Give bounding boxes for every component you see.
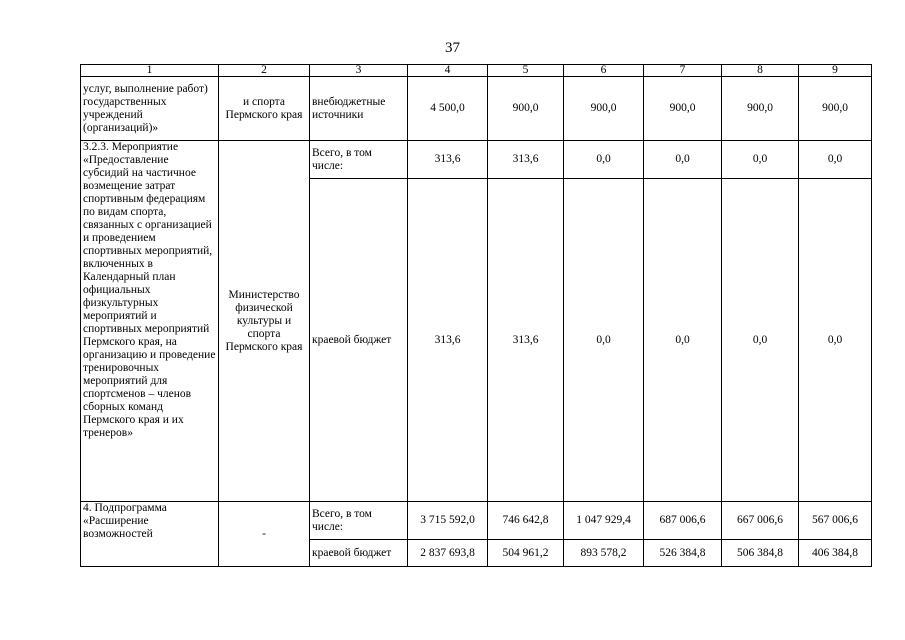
header-cell: 2 (219, 65, 310, 77)
header-cell: 7 (644, 65, 722, 77)
value-cell: 900,0 (722, 77, 799, 141)
value-cell: 667 006,6 (722, 502, 799, 540)
value-cell: 406 384,8 (799, 540, 872, 567)
value-cell: 567 006,6 (799, 502, 872, 540)
value-cell: 1 047 929,4 (564, 502, 644, 540)
value-cell: 0,0 (799, 141, 872, 179)
value-cell: 687 006,6 (644, 502, 722, 540)
value-cell: 526 384,8 (644, 540, 722, 567)
value-cell: 900,0 (488, 77, 564, 141)
value-cell: 900,0 (564, 77, 644, 141)
value-cell: 0,0 (722, 179, 799, 502)
header-cell: 1 (81, 65, 219, 77)
table-row (81, 141, 872, 179)
source-cell: краевой бюджет (310, 540, 408, 567)
value-cell: 506 384,8 (722, 540, 799, 567)
header-cell: 9 (799, 65, 872, 77)
header-row (81, 65, 872, 77)
value-cell: 900,0 (644, 77, 722, 141)
value-cell: 0,0 (644, 141, 722, 179)
table-row (81, 502, 872, 540)
value-cell: 313,6 (408, 141, 488, 179)
header-cell: 4 (408, 65, 488, 77)
header-cell: 5 (488, 65, 564, 77)
value-cell: 0,0 (564, 141, 644, 179)
value-cell: 0,0 (799, 179, 872, 502)
value-cell: 0,0 (644, 179, 722, 502)
header-cell: 8 (722, 65, 799, 77)
value-cell: 313,6 (408, 179, 488, 502)
source-cell: Всего, в том числе: (310, 502, 408, 540)
source-cell: краевой бюджет (310, 179, 408, 502)
header-cell: 3 (310, 65, 408, 77)
value-cell: 504 961,2 (488, 540, 564, 567)
executor-cell: Министерство физической культуры и спорта Пермского края (219, 141, 310, 502)
event-cell: услуг, выполнение работ) государственных учреждений (организаций)» (81, 77, 219, 141)
value-cell: 893 578,2 (564, 540, 644, 567)
value-cell: 746 642,8 (488, 502, 564, 540)
budget-table (80, 64, 872, 567)
header-cell: 6 (564, 65, 644, 77)
event-cell: 3.2.3. Мероприятие «Предоставление субсидий на частичное возмещение затрат спортивным федерациям по видам спорта, связанных с организацией и проведением спортивных мероприятий, включенных в Календарный план официальных физкультурных мероприятий и спортивных мероприятий Пермского края, на организацию и проведение тренировочных мероприятий для спортсменов – членов сборных команд Пермского края и их тренеров» (81, 141, 219, 502)
value-cell: 313,6 (488, 179, 564, 502)
executor-cell: и спорта Пермского края (219, 77, 310, 141)
executor-cell: - (219, 502, 310, 567)
value-cell: 4 500,0 (408, 77, 488, 141)
table-row (81, 77, 872, 141)
source-cell: внебюджетные источники (310, 77, 408, 141)
value-cell: 0,0 (564, 179, 644, 502)
value-cell: 2 837 693,8 (408, 540, 488, 567)
value-cell: 900,0 (799, 77, 872, 141)
value-cell: 0,0 (722, 141, 799, 179)
source-cell: Всего, в том числе: (310, 141, 408, 179)
page-number: 37 (445, 40, 460, 56)
event-cell: 4. Подпрограмма «Расширение возможностей (81, 502, 219, 567)
value-cell: 3 715 592,0 (408, 502, 488, 540)
value-cell: 313,6 (488, 141, 564, 179)
